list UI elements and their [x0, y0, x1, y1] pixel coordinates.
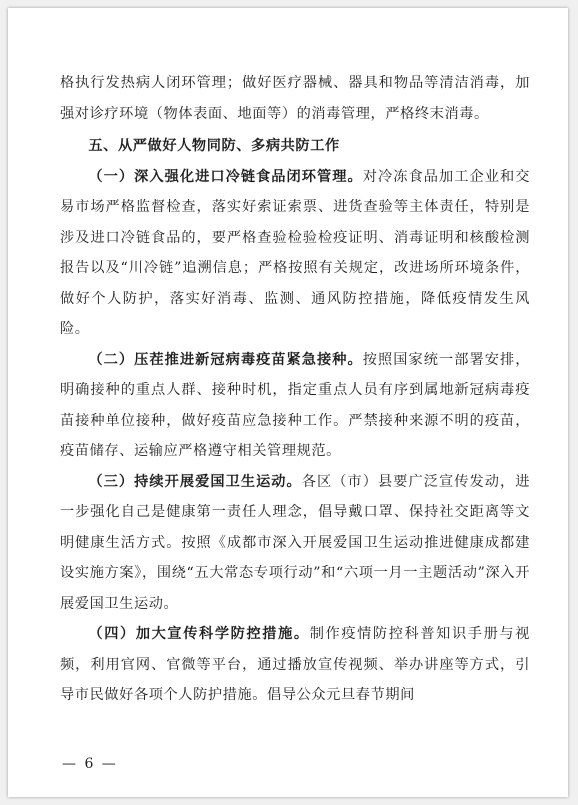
paragraph-title: （二）压茬推进新冠病毒疫苗紧急接种。: [88, 351, 363, 368]
document-body: [60, 68, 530, 711]
paragraph-title: （三）持续开展爱国卫生运动。: [88, 473, 302, 490]
paragraph-text: 按照国家统一部署安排，明确接种的重点人群、接种时机，指定重点人员有序到属地新冠病毒疫苗接种单位接种，做好疫苗应急接种工作。严禁接种来源不明的疫苗，疫苗储存、运输应严格遵守相关管理规范。: [60, 351, 530, 459]
page-number: — 6 —: [62, 756, 118, 772]
paragraph-text: 制作疫情防控科普知识手册与视频，利用官网、官微等平台，通过播放宣传视频、举办讲座等方式，引导市民做好各项个人防护措施。倡导公众元旦春节期间: [60, 626, 530, 703]
paragraph-text: 各区（市）县要广泛宣传发动，进一步强化自己是健康第一责任人理念，倡导戴口罩、保持社交距离等文明健康生活方式。按照《成都市深入开展爱国卫生运动推进健康成都建设实施方案》，围绕“五大常态专项行动”和“六项一月一主题活动”深入开展爱国卫生运动。: [60, 473, 530, 612]
paragraph-title: （一）深入强化进口冷链食品闭环管理。: [88, 168, 363, 185]
paragraph-title: （四）加大宣传科学防控措施。: [88, 626, 310, 642]
paragraph-continuation: 格执行发热病人闭环管理；做好医疗器械、器具和物品等清洁消毒，加强对诊疗环境（物体表面、地面等）的消毒管理，严格终末消毒。: [60, 75, 530, 122]
paragraph-hygiene-campaign: [60, 467, 530, 620]
paragraph-vaccination: [60, 345, 530, 467]
section-heading-5: 五、从严做好人物同防、多病共防工作: [88, 138, 340, 154]
document-page: [8, 8, 568, 797]
paragraph-text: 对冷冻食品加工企业和交易市场严格监督检查，落实好索证索票、进货查验等主体责任，特别是涉及进口冷链食品的，要严格查验检验检疫证明、消毒证明和核酸检测报告以及“川冷链”追溯信息；严格按照有关规定，改进场所环境条件，做好个人防护，落实好消毒、监测、通风防控措施，降低疫情发生风险。: [60, 168, 530, 337]
paragraph-publicity: [60, 619, 530, 711]
paragraph-cold-chain: [60, 162, 530, 345]
